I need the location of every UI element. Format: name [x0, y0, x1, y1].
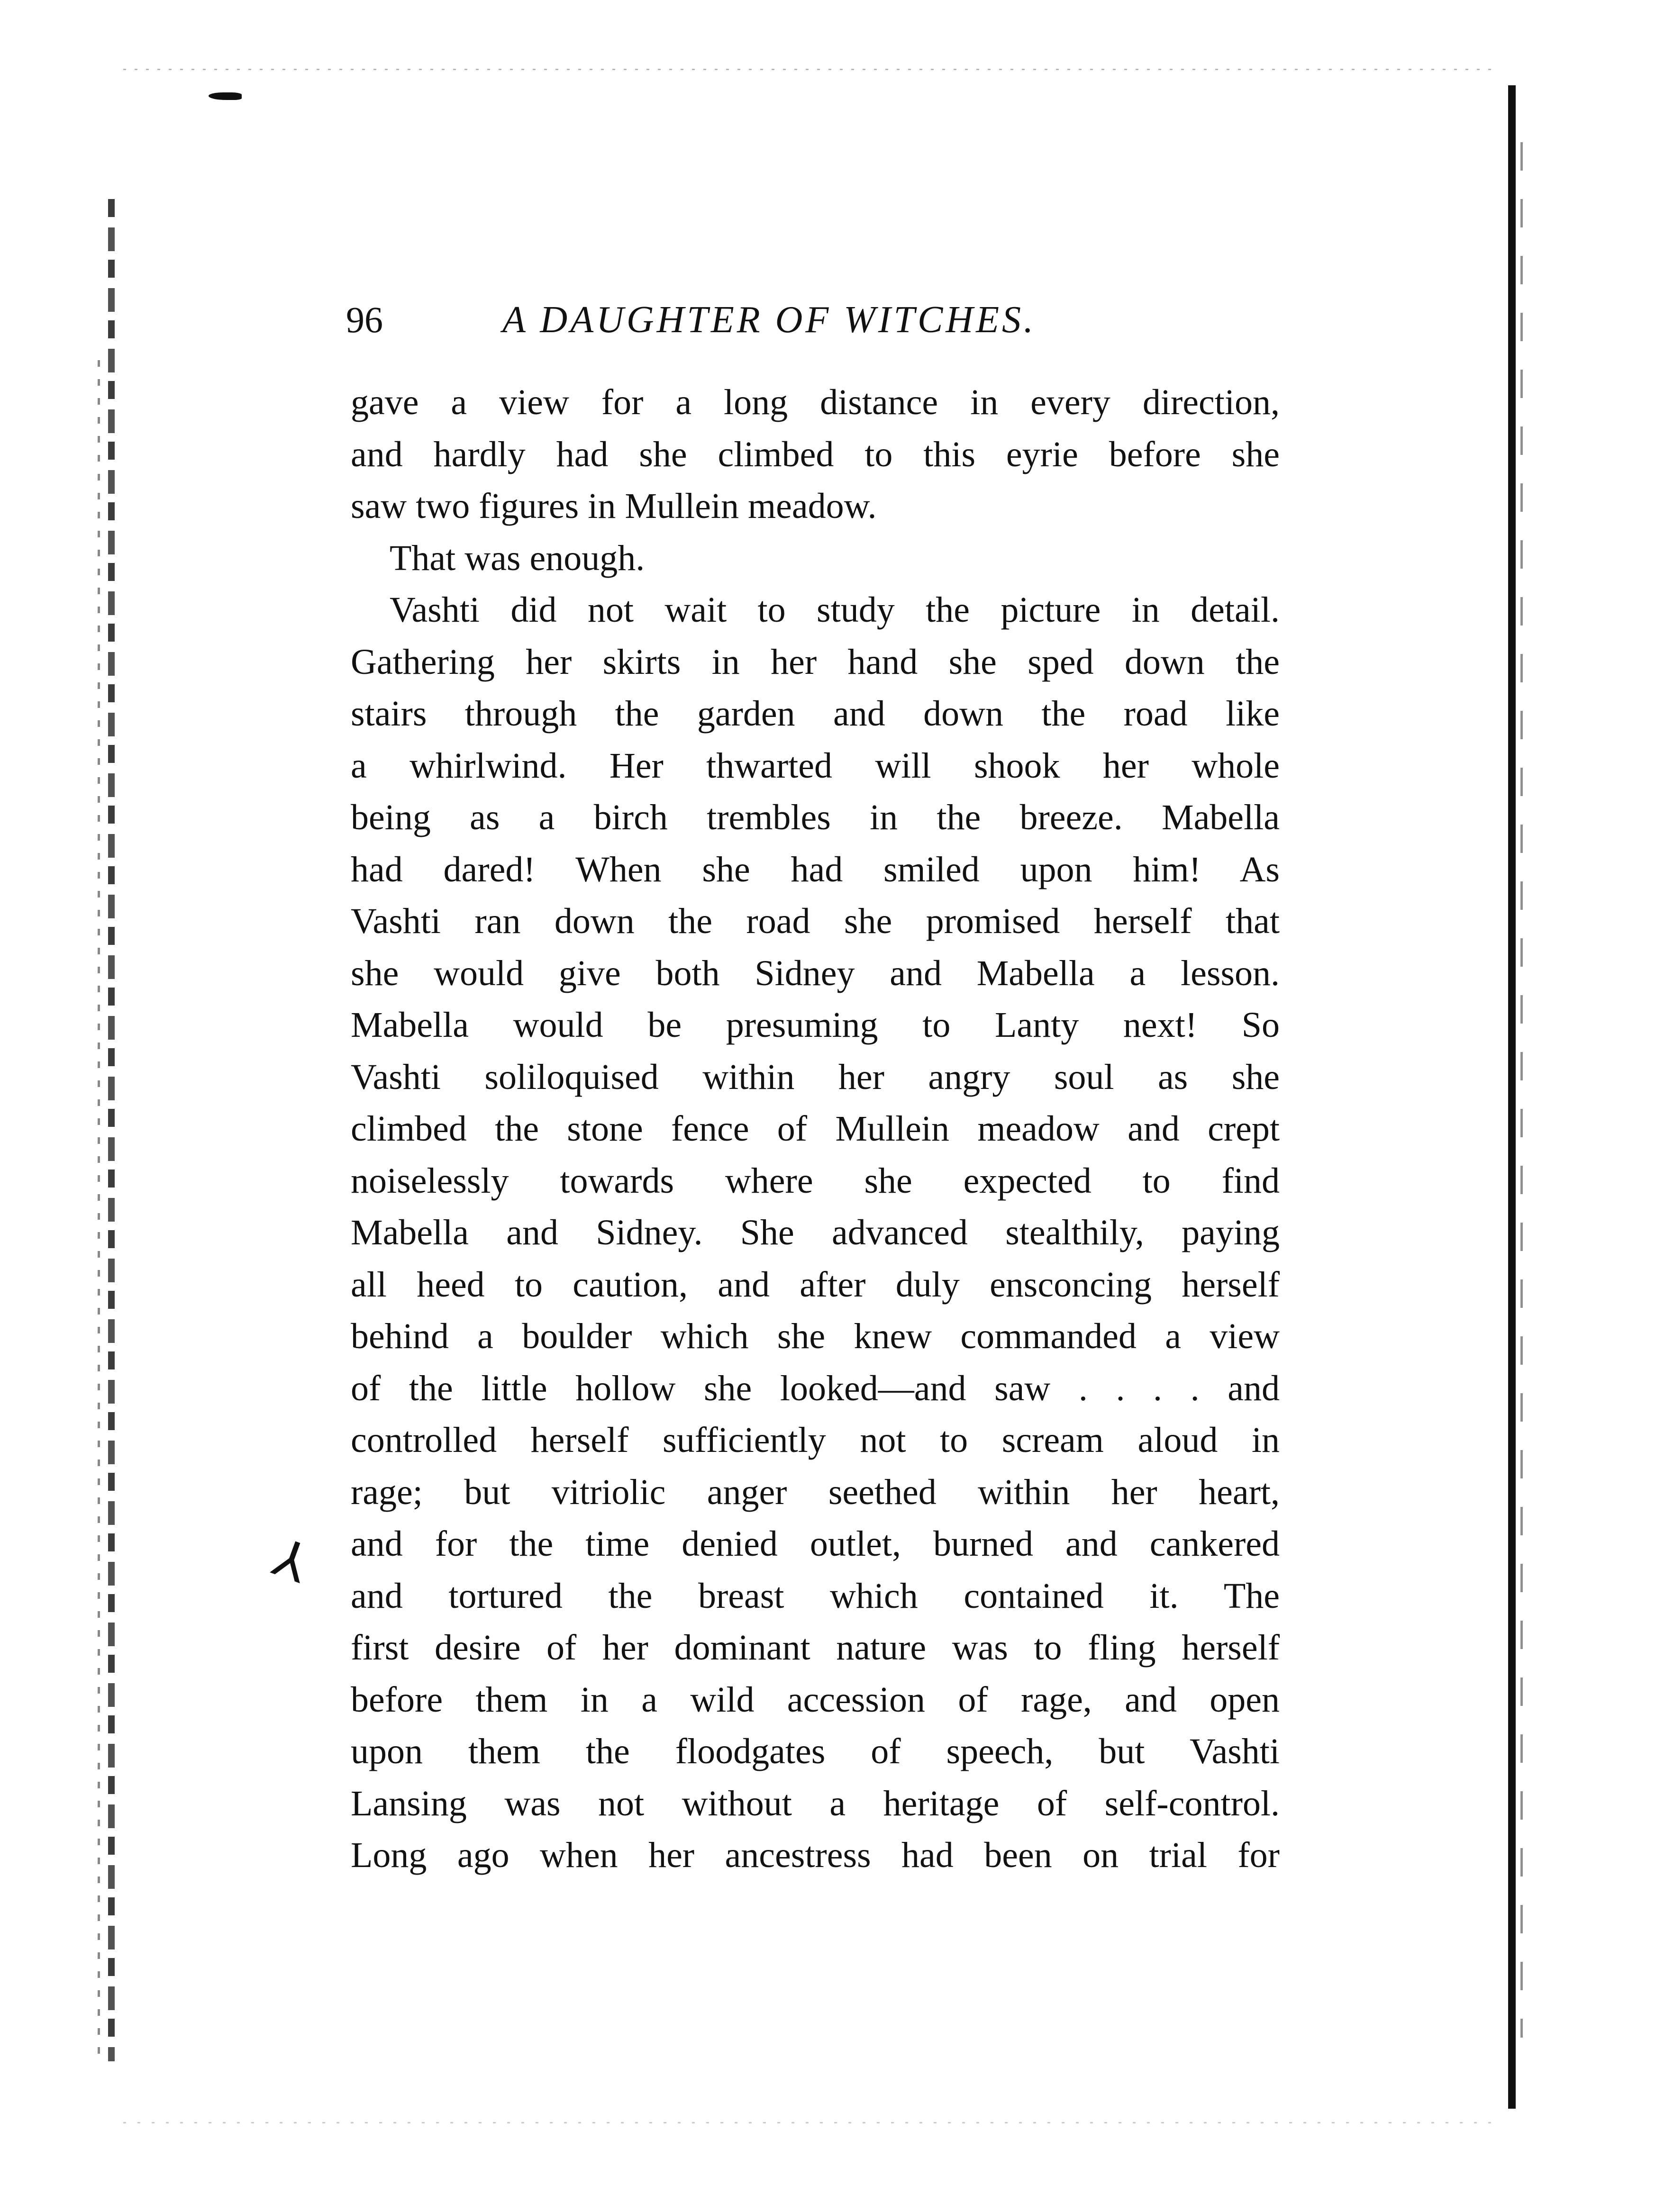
- text-line: before them in a wild accession of rage, and open: [351, 1679, 1280, 1720]
- scan-edge-left: [108, 199, 115, 2061]
- text-line: controlled herself sufficiently not to scream aloud in: [351, 1420, 1280, 1460]
- text-line: Vashti ran down the road she promised herself that: [351, 901, 1280, 941]
- text-line: That was enough.: [390, 538, 645, 578]
- text-line: Vashti soliloquised within her angry soul as she: [351, 1057, 1280, 1097]
- running-head: [346, 294, 1152, 346]
- ink-blot: [209, 92, 242, 100]
- scan-edge-top: [123, 69, 1498, 70]
- text-line: saw two figures in Mullein meadow.: [351, 486, 877, 526]
- text-line: Mabella would be presuming to Lanty next! So: [351, 1005, 1280, 1045]
- text-line: Vashti did not wait to study the picture in detail.: [390, 590, 1280, 630]
- running-title: A DAUGHTER OF WITCHES.: [502, 299, 1037, 341]
- text-line: stairs through the garden and down the road like: [351, 694, 1280, 734]
- text-line: Mabella and Sidney. She advanced stealthily, paying: [351, 1213, 1280, 1252]
- scan-edge-bottom: [123, 2122, 1498, 2123]
- page-number: 96: [346, 299, 383, 340]
- text-line: and hardly had she climbed to this eyrie before she: [351, 434, 1280, 474]
- text-line: Lansing was not without a heritage of self-control.: [351, 1783, 1280, 1823]
- text-line: gave a view for a long distance in every direction,: [351, 382, 1280, 422]
- text-line: climbed the stone fence of Mullein meadow and crept: [351, 1109, 1280, 1149]
- text-line: and tortured the breast which contained it. The: [351, 1576, 1280, 1616]
- text-line: all heed to caution, and after duly ensconcing herself: [351, 1264, 1280, 1305]
- text-line: Long ago when her ancestress had been on trial for: [351, 1835, 1280, 1875]
- text-line: and for the time denied outlet, burned and cankered: [351, 1524, 1280, 1564]
- body-text: [351, 377, 1280, 1882]
- scan-edge-right: [1508, 85, 1516, 2109]
- margin-check-mark: ⅄: [266, 1529, 316, 1594]
- text-line: being as a birch trembles in the breeze. Mabella: [351, 798, 1280, 837]
- scan-edge-right-faint: [1520, 142, 1523, 2038]
- text-line: had dared! When she had smiled upon him! As: [351, 849, 1280, 889]
- text-line: rage; but vitriolic anger seethed within her heart,: [351, 1472, 1280, 1512]
- text-line: behind a boulder which she knew commanded a view: [351, 1316, 1280, 1356]
- text-line: she would give both Sidney and Mabella a lesson.: [351, 953, 1280, 993]
- text-line: upon them the floodgates of speech, but Vashti: [351, 1732, 1280, 1771]
- text-line: of the little hollow she looked—and saw . . . . and: [351, 1368, 1280, 1408]
- text-line: noiselessly towards where she expected to find: [351, 1160, 1280, 1201]
- text-line: a whirlwind. Her thwarted will shook her whole: [351, 745, 1280, 786]
- text-line: Gathering her skirts in her hand she sped down the: [351, 642, 1280, 682]
- text-line: first desire of her dominant nature was to fling herself: [351, 1628, 1280, 1668]
- scan-edge-left-faint: [98, 360, 100, 2057]
